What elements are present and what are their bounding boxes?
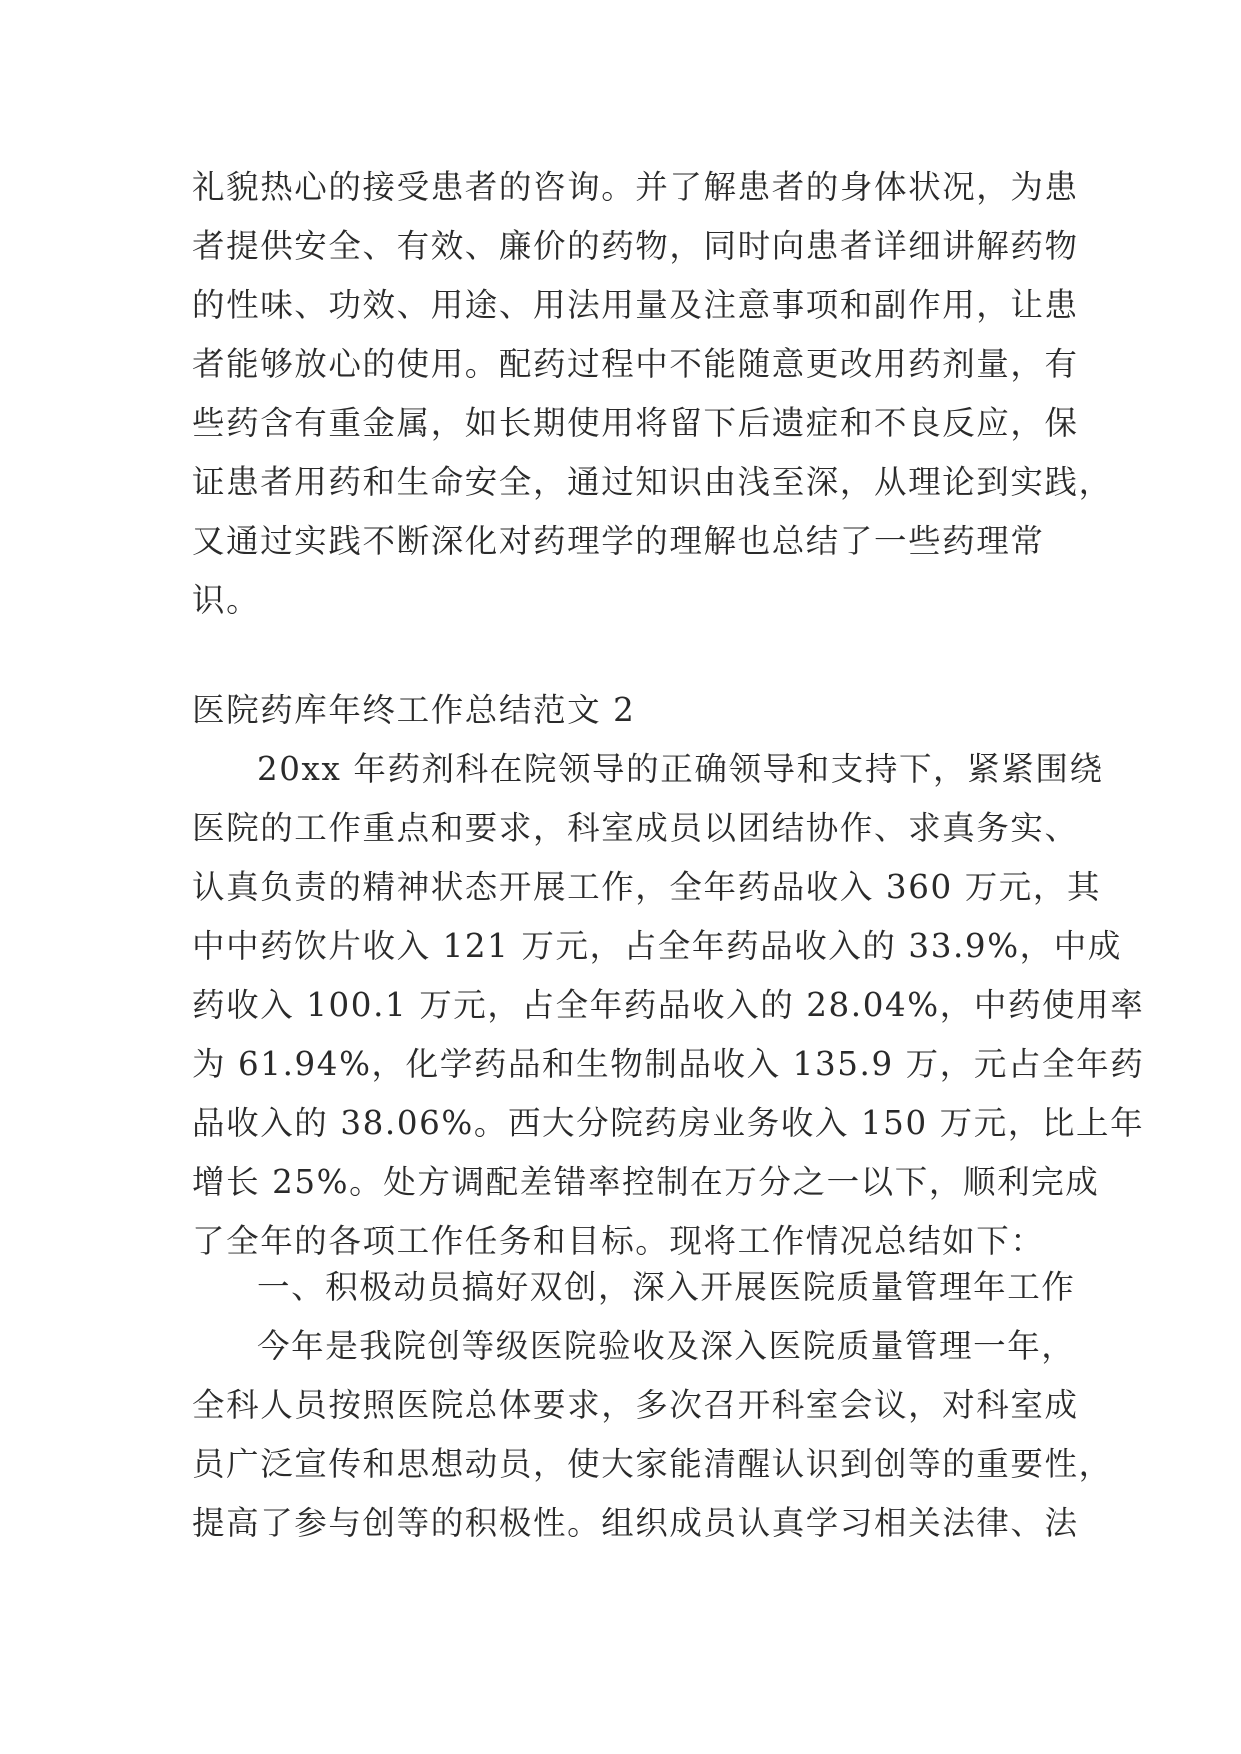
paragraph-line: 20xx 年药剂科在院领导的正确领导和支持下，紧紧围绕 (257, 750, 1104, 788)
paragraph-line: 证患者用药和生命安全，通过知识由浅至深，从理论到实践， (192, 463, 1113, 501)
paragraph-line: 药收入 100.1 万元，占全年药品收入的 28.04%，中药使用率 (192, 986, 1145, 1024)
paragraph-line: 中中药饮片收入 121 万元，占全年药品收入的 33.9%，中成 (192, 927, 1122, 965)
paragraph-line: 了全年的各项工作任务和目标。现将工作情况总结如下： (192, 1222, 1045, 1260)
section-title-text: 医院药库年终工作总结范文 2 (192, 691, 636, 729)
paragraph-line: 品收入的 38.06%。西大分院药房业务收入 150 万元，比上年 (192, 1104, 1145, 1142)
paragraph-line: 为 61.94%，化学药品和生物制品收入 135.9 万，元占全年药 (192, 1045, 1145, 1083)
paragraph-line: 员广泛宣传和思想动员，使大家能清醒认识到创等的重要性， (192, 1445, 1113, 1483)
paragraph-line: 今年是我院创等级医院验收及深入医院质量管理一年， (257, 1327, 1076, 1365)
subheading-text: 一、积极动员搞好双创，深入开展医院质量管理年工作 (257, 1268, 1076, 1306)
paragraph-line: 全科人员按照医院总体要求，多次召开科室会议，对科室成 (192, 1386, 1079, 1424)
paragraph-line: 者能够放心的使用。配药过程中不能随意更改用药剂量，有 (192, 345, 1079, 383)
body-paragraph (192, 740, 1145, 1271)
section-title (192, 681, 1052, 740)
paragraph-two (192, 1317, 1113, 1553)
paragraph-line: 认真负责的精神状态开展工作，全年药品收入 360 万元，其 (192, 868, 1102, 906)
paragraph-line: 识。 (192, 581, 261, 619)
subheading (192, 1258, 1076, 1317)
paragraph-line: 些药含有重金属，如长期使用将留下后遗症和不良反应，保 (192, 404, 1079, 442)
paragraph-line: 又通过实践不断深化对药理学的理解也总结了一些药理常 (192, 522, 1045, 560)
paragraph-line: 礼貌热心的接受患者的咨询。并了解患者的身体状况，为患 (192, 168, 1079, 206)
paragraph-line: 医院的工作重点和要求，科室成员以团结协作、求真务实、 (192, 809, 1079, 847)
intro-paragraph (192, 158, 1113, 630)
paragraph-line: 的性味、功效、用途、用法用量及注意事项和副作用，让患 (192, 286, 1079, 324)
paragraph-line: 增长 25%。处方调配差错率控制在万分之一以下，顺利完成 (192, 1163, 1100, 1201)
paragraph-line: 者提供安全、有效、廉价的药物，同时向患者详细讲解药物 (192, 227, 1079, 265)
paragraph-line: 提高了参与创等的积极性。组织成员认真学习相关法律、法 (192, 1504, 1079, 1542)
